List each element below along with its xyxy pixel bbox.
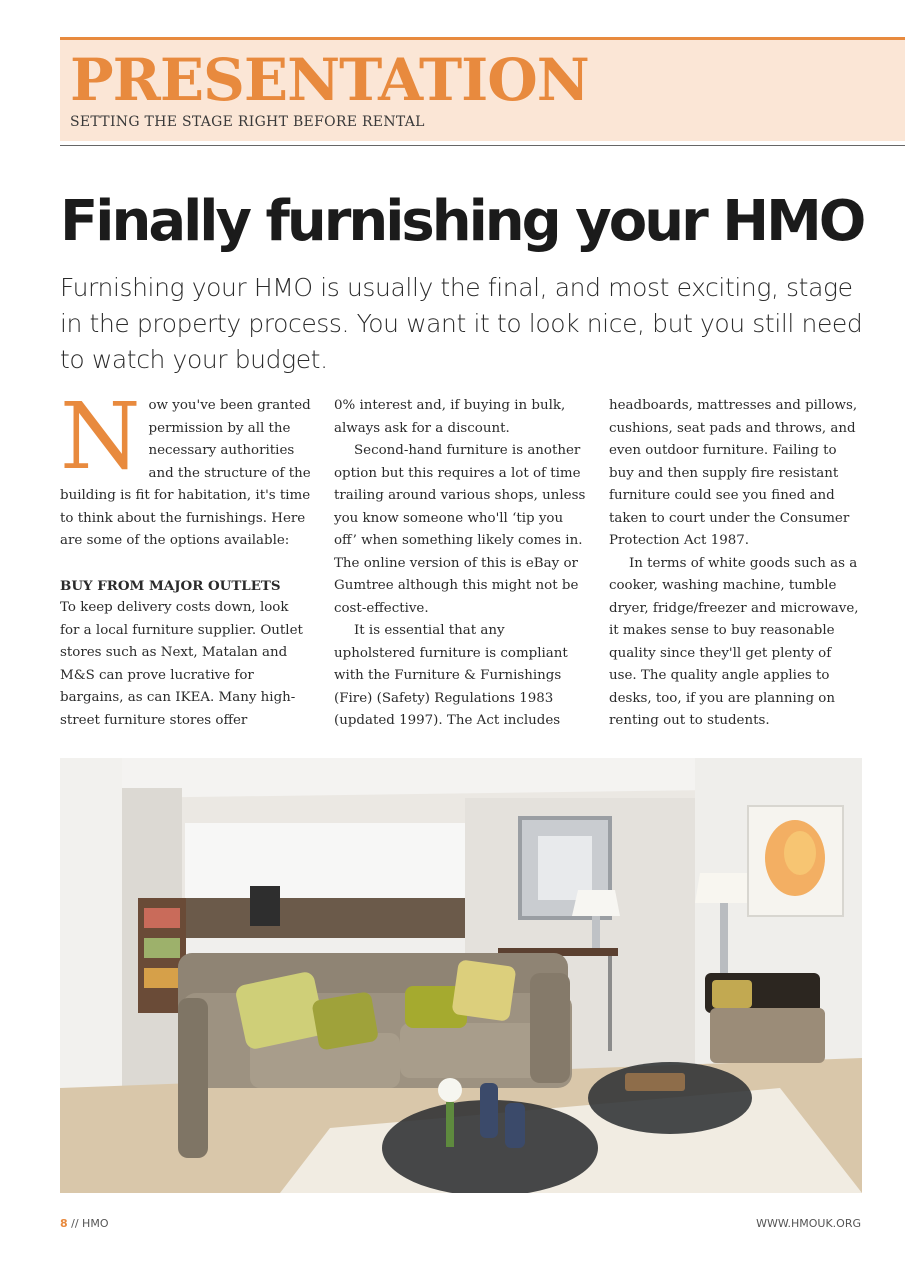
living-room-photo — [60, 758, 862, 1193]
section-subtitle: SETTING THE STAGE RIGHT BEFORE RENTAL — [70, 114, 425, 130]
publication-name: // HMO — [67, 1217, 109, 1230]
article-standfirst: Furnishing your HMO is usually the final, and most exciting, stage in the property process. You want it to look nice, but you still need to watch your budget. — [60, 273, 863, 374]
footer-website: WWW.HMOUK.ORG — [756, 1217, 861, 1230]
header-divider — [60, 145, 905, 146]
paragraph-fire-regulations-continued: headboards, mattresses and pillows, cushions, seat pads and throws, and even outdoor furniture. Failing to buy and then supply fire resistant furniture could see you fined and taken to court under the Consumer Protection Act 1987. — [609, 398, 858, 548]
article-column-1 — [60, 383, 312, 732]
article-column-2 — [334, 395, 586, 733]
intro-paragraph: ow you've been granted permission by all the necessary authorities and the structure of the building is fit for habitation, it's time to think about the furnishings. Here are some of the options available: — [60, 398, 311, 548]
paragraph-white-goods: In terms of white goods such as a cooker, washing machine, tumble dryer, fridge/freezer and microwave, it makes sense to buy reasonable quality since they'll get plenty of use. The quality angle applies to desks, too, if you are planning on renting out to students. — [609, 555, 859, 728]
article-column-3 — [609, 395, 861, 733]
paragraph-fire-regulations: It is essential that any upholstered furniture is compliant with the Furniture & Furnishings (Fire) (Safety) Regulations 1983 (updated 1997). The Act includes — [334, 623, 568, 728]
page-number: 8 — [60, 1217, 68, 1230]
paragraph-outlets-continued: 0% interest and, if buying in bulk, always ask for a discount. — [334, 398, 566, 436]
article-headline: Finally furnishing your HMO — [60, 189, 864, 254]
section-title: PRESENTATION — [70, 46, 589, 114]
section-header-band — [60, 37, 905, 141]
subhead-major-outlets: BUY FROM MAJOR OUTLETS — [60, 577, 281, 594]
footer-page-label — [60, 1217, 108, 1230]
drop-cap: N — [60, 383, 141, 490]
paragraph-outlets: To keep delivery costs down, look for a local furniture supplier. Outlet stores such as Next, Matalan and M&S can prove lucrative for bargains, as can IKEA. Many high-street furniture stores offer — [60, 600, 303, 728]
paragraph-second-hand: Second-hand furniture is another option but this requires a lot of time trailing around various shops, unless you know someone who'll ‘tip you off’ when something likely comes in. The online version of this is eBay or Gumtree although this might not be cost-effective. — [334, 443, 586, 616]
